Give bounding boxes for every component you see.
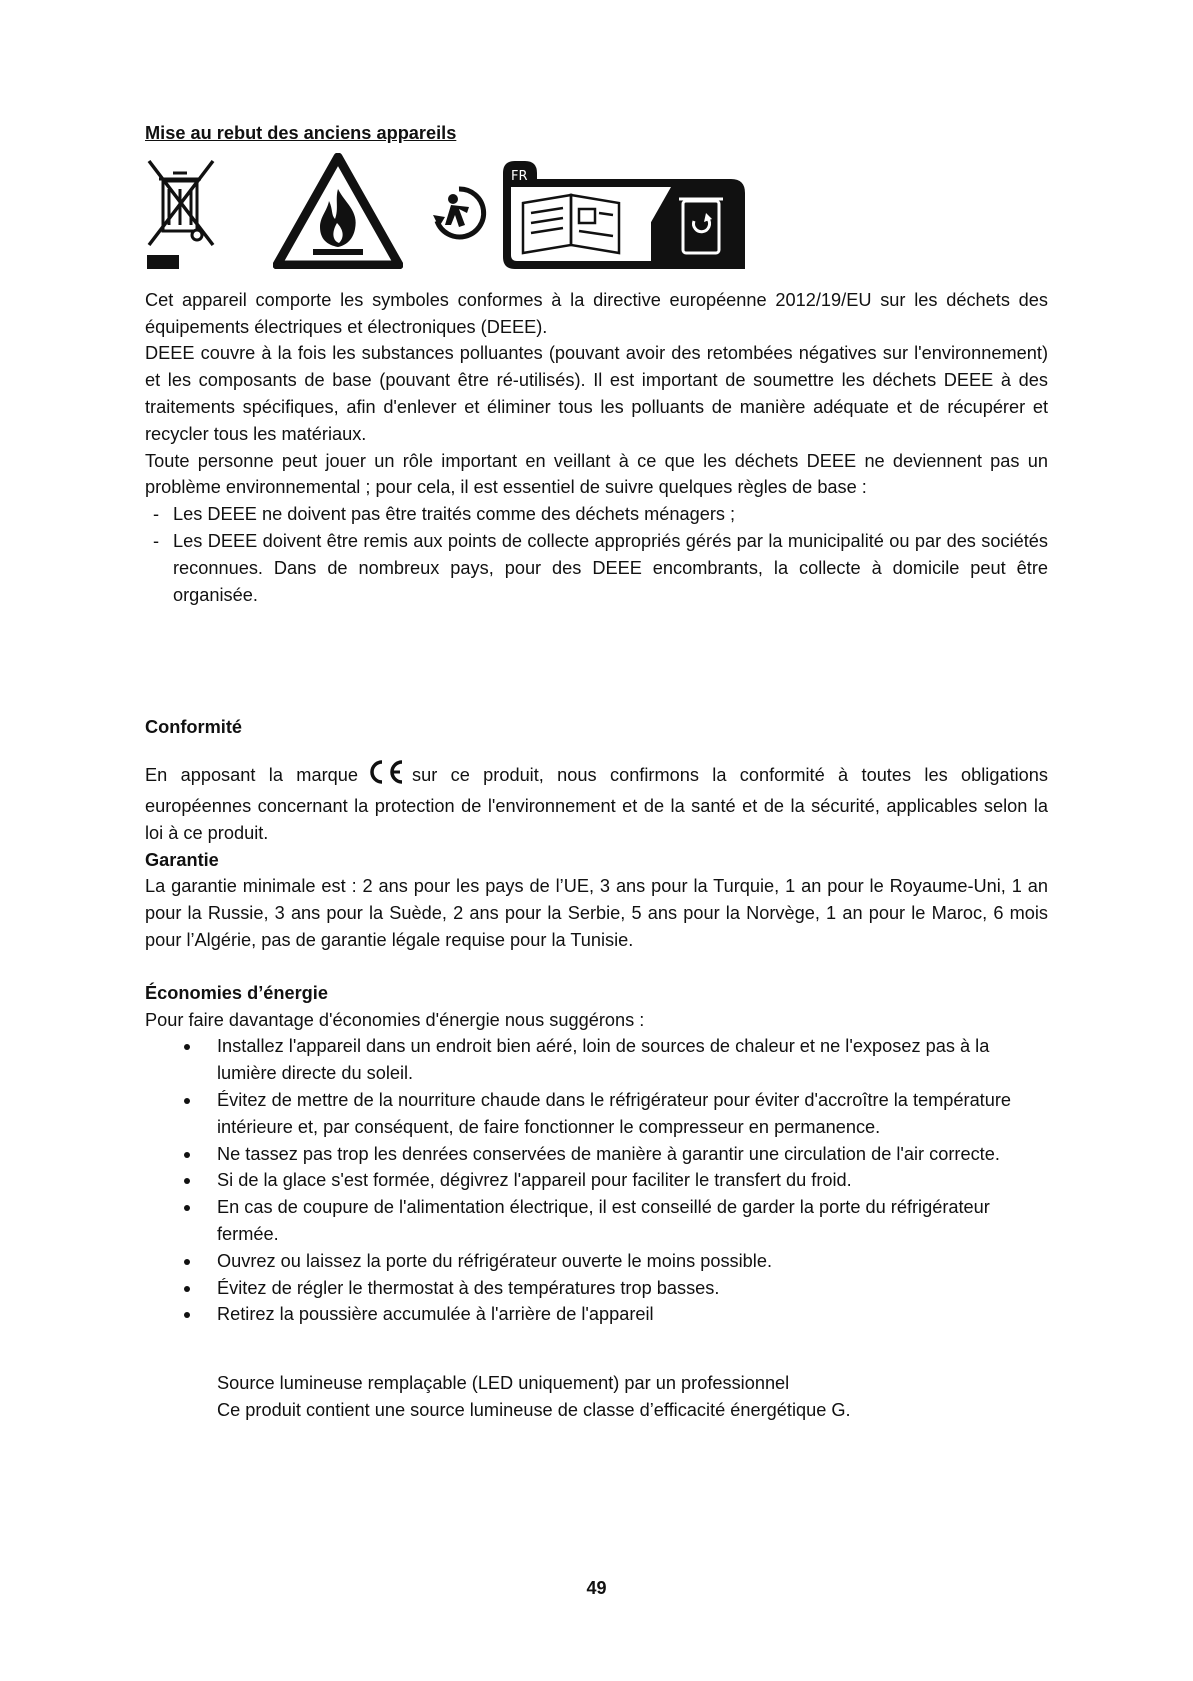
list-item: Évitez de mettre de la nourriture chaude dans le réfrigérateur pour éviter d'accroître la température intérieure et, par conséquent, de faire fonctionner le compresseur en permanence. <box>145 1087 1048 1141</box>
conformity-text-before: En apposant la marque <box>145 765 358 786</box>
ce-mark-icon <box>364 759 406 793</box>
symbols-row <box>145 149 1048 287</box>
infotri-label <box>501 153 751 279</box>
disposal-heading: Mise au rebut des anciens appareils <box>145 123 457 143</box>
list-item: Ne tassez pas trop les denrées conservées de manière à garantir une circulation de l'air correcte. <box>145 1141 1048 1168</box>
conformity-text-after: sur ce produit, nous confirmons la conformité à toutes les obligations européennes concernant la protection de l'environnement et de la santé et de la sécurité, applicables selon la loi à ce produit. <box>145 765 1048 843</box>
light-source-line-2: Ce produit contient une source lumineuse de classe d’efficacité énergétique G. <box>217 1399 851 1420</box>
list-item: - Les DEEE ne doivent pas être traités comme des déchets ménagers ; <box>145 501 1048 528</box>
page-content <box>145 120 1048 1424</box>
list-item: - Les DEEE doivent être remis aux points de collecte appropriés gérés par la municipalité ou par des sociétés reconnues. Dans de nombreux pays, pour des DEEE encombrants, la collecte à domicile peut être organisée. <box>145 528 1048 608</box>
warranty-heading: Garantie <box>145 849 219 870</box>
energy-heading: Économies d’énergie <box>145 982 328 1003</box>
list-item: Évitez de régler le thermostat à des températures trop basses. <box>145 1275 1048 1302</box>
page-number: 49 <box>586 1578 607 1598</box>
disposal-paragraph-3: Toute personne peut jouer un rôle important en veillant à ce que les déchets DEEE ne deviennent pas un problème environnemental ; pour cela, il est essentiel de suivre quelques règles de base : <box>145 450 1048 498</box>
crossed-bin-icon <box>145 155 217 281</box>
light-source-line-1: Source lumineuse remplaçable (LED uniquement) par un professionnel <box>217 1373 790 1394</box>
conformity-heading: Conformité <box>145 717 242 738</box>
conformity-paragraph <box>145 759 1048 846</box>
list-item: Si de la glace s'est formée, dégivrez l'appareil pour faciliter le transfert du froid. <box>145 1167 1048 1194</box>
warranty-paragraph: La garantie minimale est : 2 ans pour les pays de l’UE, 3 ans pour la Turquie, 1 an pour le Royaume-Uni, 1 an pour la Russie, 3 ans pour la Suède, 2 ans pour la Serbie, 5 ans pour la Norvège, 1 an pour le Maroc, 6 mois pour l’Algérie, pas de garantie légale requise pour la Tunisie. <box>145 876 1048 950</box>
flammable-warning-icon <box>273 153 403 277</box>
disposal-rules-list <box>145 501 1048 608</box>
list-item: Installez l'appareil dans un endroit bien aéré, loin de sources de chaleur et ne l'exposez pas à la lumière directe du soleil. <box>145 1033 1048 1087</box>
list-item: Ouvrez ou laissez la porte du réfrigérateur ouverte le moins possible. <box>145 1248 1048 1275</box>
energy-tips-list <box>145 1033 1048 1328</box>
triman-icon <box>429 183 489 251</box>
list-item: Retirez la poussière accumulée à l'arrière de l'appareil <box>145 1301 1048 1328</box>
infotri-badge: FR <box>511 168 528 184</box>
disposal-paragraph-1: Cet appareil comporte les symboles conformes à la directive européenne 2012/19/EU sur les déchets des équipements électriques et électroniques (DEEE). <box>145 289 1048 337</box>
energy-intro: Pour faire davantage d'économies d'énergie nous suggérons : <box>145 1009 645 1030</box>
disposal-paragraph-2: DEEE couvre à la fois les substances polluantes (pouvant avoir des retombées négatives sur l'environnement) et les composants de base (pouvant être ré-utilisés). Il est important de soumettre les déchets DEEE à des traitements spécifiques, afin d'enlever et éliminer tous les polluants de manière adéquate et de récupérer et recycler tous les matériaux. <box>145 343 1048 444</box>
list-item: En cas de coupure de l'alimentation électrique, il est conseillé de garder la porte du réfrigérateur fermée. <box>145 1194 1048 1248</box>
